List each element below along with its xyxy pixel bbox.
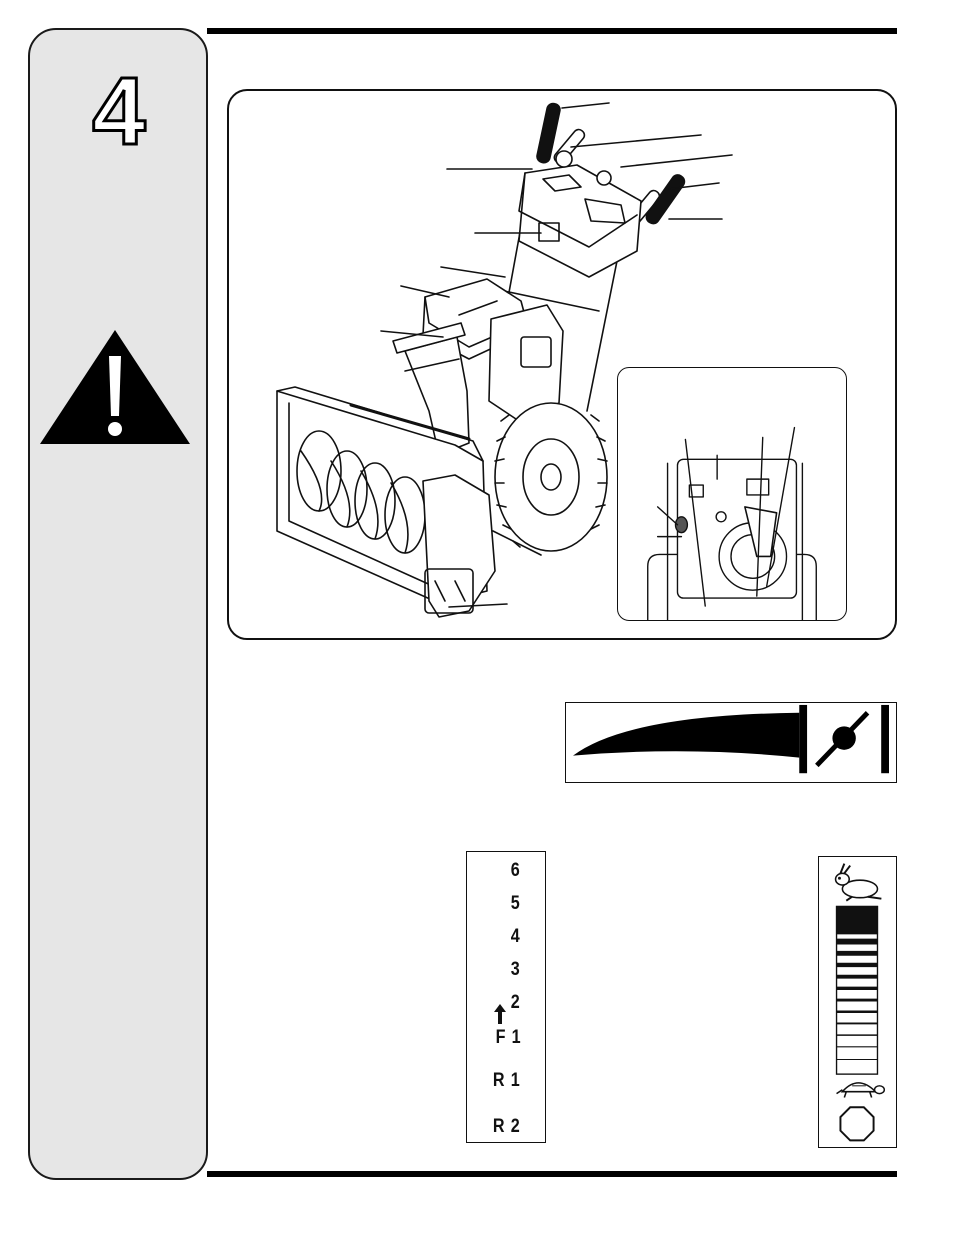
gear-label: 4 xyxy=(511,926,521,947)
gear-label: F 1 xyxy=(495,1027,521,1048)
gear-label: 5 xyxy=(511,893,521,914)
stop-octagon-icon xyxy=(840,1107,873,1140)
inset-detail-view xyxy=(617,367,847,621)
chapter-number: 4 xyxy=(92,58,146,165)
bottom-rule xyxy=(207,1171,897,1177)
arrow-up-icon xyxy=(494,1004,506,1024)
gear-label: 6 xyxy=(511,860,521,881)
chapter-sidebar xyxy=(28,28,208,1180)
gear-label: 2 xyxy=(511,992,521,1013)
gear-label: 3 xyxy=(511,959,521,980)
gear-label: R 2 xyxy=(493,1116,521,1137)
throttle-panel xyxy=(818,856,897,1148)
turtle-slow-icon xyxy=(837,1083,885,1098)
top-rule xyxy=(207,28,897,34)
hare-fast-icon xyxy=(836,864,882,901)
gear-label: R 1 xyxy=(493,1070,521,1091)
speed-selector-panel xyxy=(466,851,546,1143)
chute-deflector-decal xyxy=(565,702,897,783)
warning-triangle-icon xyxy=(38,328,192,446)
controls-figure-panel xyxy=(227,89,897,640)
